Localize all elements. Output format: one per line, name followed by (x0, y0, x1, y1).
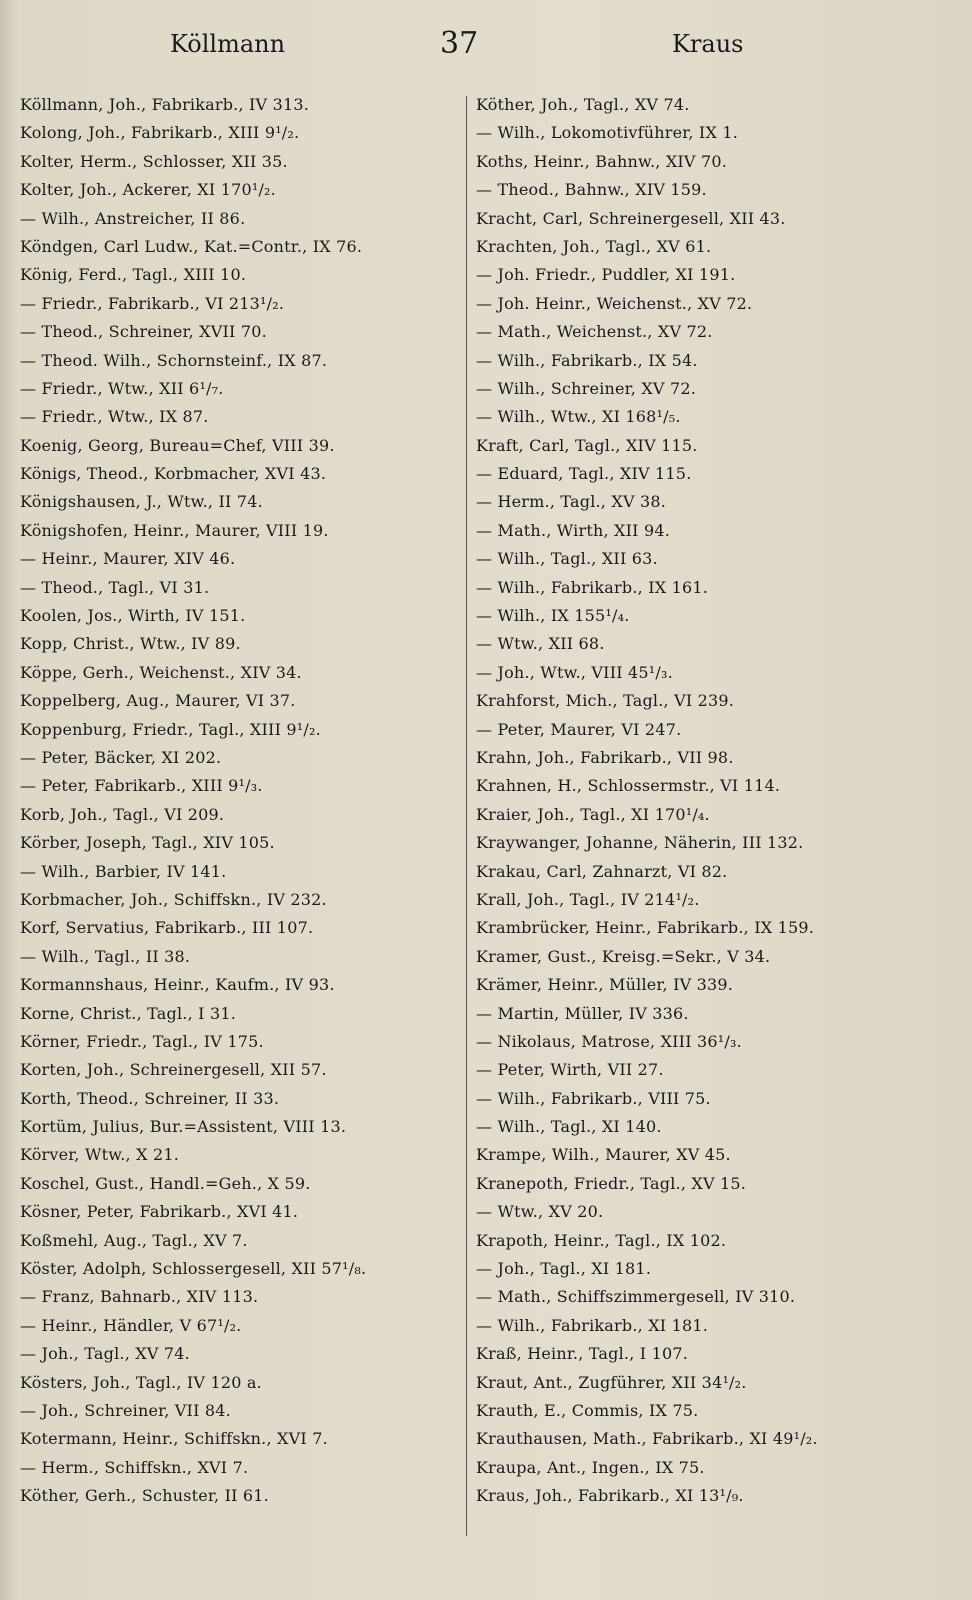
directory-entry: Kracht, Carl, Schreinergesell, XII 43. (476, 208, 786, 228)
directory-entry: — Theod., Bahnw., XIV 159. (476, 180, 707, 200)
directory-entry: — Heinr., Händler, V 67¹/₂. (20, 1315, 242, 1335)
directory-entry: Kraus, Joh., Fabrikarb., XI 13¹/₉. (476, 1486, 744, 1506)
directory-entry: Koppelberg, Aug., Maurer, VI 37. (20, 691, 296, 711)
directory-entry: — Joh., Tagl., XI 181. (476, 1259, 652, 1279)
directory-entry: — Wilh., Tagl., XI 140. (476, 1117, 662, 1137)
directory-entry: Körner, Friedr., Tagl., IV 175. (20, 1031, 264, 1051)
directory-entry: Krachten, Joh., Tagl., XV 61. (476, 236, 712, 256)
directory-entry: — Theod. Wilh., Schornsteinf., IX 87. (20, 350, 328, 370)
directory-entry: — Wilh., Tagl., II 38. (20, 946, 191, 966)
directory-entry: — Wilh., Fabrikarb., IX 161. (476, 577, 709, 597)
directory-entry: — Wilh., Lokomotivführer, IX 1. (476, 123, 738, 143)
directory-entry: Kopp, Christ., Wtw., IV 89. (20, 634, 241, 654)
directory-entry: Kolong, Joh., Fabrikarb., XIII 9¹/₂. (20, 123, 300, 143)
directory-entry: — Math., Schiffszimmergesell, IV 310. (476, 1287, 796, 1307)
directory-entry: Kraier, Joh., Tagl., XI 170¹/₄. (476, 804, 710, 824)
directory-entry: Kösters, Joh., Tagl., IV 120 a. (20, 1372, 262, 1392)
directory-entry: Korf, Servatius, Fabrikarb., III 107. (20, 918, 314, 938)
directory-entry: Köllmann, Joh., Fabrikarb., IV 313. (20, 95, 310, 114)
directory-entry: Koenig, Georg, Bureau=Chef, VIII 39. (20, 435, 335, 455)
directory-entry: Kolter, Joh., Ackerer, XI 170¹/₂. (20, 180, 276, 200)
directory-entry: Kraut, Ant., Zugführer, XII 34¹/₂. (476, 1372, 747, 1392)
directory-entry: Krauth, E., Commis, IX 75. (476, 1400, 699, 1420)
directory-entry: — Herm., Schiffskn., XVI 7. (20, 1457, 249, 1477)
directory-entry: Kranepoth, Friedr., Tagl., XV 15. (476, 1173, 747, 1193)
directory-entry: — Joh., Tagl., XV 74. (20, 1344, 190, 1364)
directory-entry: Krahn, Joh., Fabrikarb., VII 98. (476, 747, 734, 767)
directory-entry: — Wilh., Anstreicher, II 86. (20, 208, 246, 228)
directory-entry: — Math., Weichenst., XV 72. (476, 322, 713, 342)
directory-entry: Köster, Adolph, Schlossergesell, XII 57¹/₈. (20, 1259, 367, 1279)
directory-entry: — Wilh., Wtw., XI 168¹/₅. (476, 407, 681, 427)
directory-entry: Koths, Heinr., Bahnw., XIV 70. (476, 151, 728, 171)
directory-entry: Kortüm, Julius, Bur.=Assistent, VIII 13. (20, 1117, 347, 1137)
directory-entry: Krahforst, Mich., Tagl., VI 239. (476, 691, 735, 711)
directory-entry: König, Ferd., Tagl., XIII 10. (20, 265, 247, 285)
directory-entry: Krapoth, Heinr., Tagl., IX 102. (476, 1230, 727, 1250)
right-column (476, 91, 926, 1511)
directory-entry: Krambrücker, Heinr., Fabrikarb., IX 159. (476, 918, 815, 938)
directory-entry: Kormannshaus, Heinr., Kaufm., IV 93. (20, 975, 335, 995)
directory-entry: Krall, Joh., Tagl., IV 214¹/₂. (476, 889, 700, 909)
directory-entry: — Wilh., IX 155¹/₄. (476, 606, 630, 626)
directory-entry: — Wtw., XII 68. (476, 634, 605, 654)
directory-entry: — Wilh., Fabrikarb., XI 181. (476, 1315, 709, 1335)
directory-entry: Königshofen, Heinr., Maurer, VIII 19. (20, 520, 329, 540)
directory-entry: — Theod., Schreiner, XVII 70. (20, 322, 267, 342)
directory-entry: Koßmehl, Aug., Tagl., XV 7. (20, 1230, 248, 1250)
directory-entry: Korne, Christ., Tagl., I 31. (20, 1003, 236, 1023)
directory-entry: Koolen, Jos., Wirth, IV 151. (20, 606, 246, 626)
directory-entry: — Friedr., Wtw., XII 6¹/₇. (20, 378, 224, 398)
directory-entry: Kösner, Peter, Fabrikarb., XVI 41. (20, 1202, 299, 1222)
directory-entry: — Herm., Tagl., XV 38. (476, 492, 667, 512)
directory-entry: Korbmacher, Joh., Schiffskn., IV 232. (20, 889, 327, 909)
directory-entry: Korten, Joh., Schreinergesell, XII 57. (20, 1060, 327, 1080)
directory-entry: — Peter, Wirth, VII 27. (476, 1060, 664, 1080)
directory-entry: Krauthausen, Math., Fabrikarb., XI 49¹/₂. (476, 1429, 818, 1449)
directory-entry: Königs, Theod., Korbmacher, XVI 43. (20, 464, 327, 484)
directory-entry: Königshausen, J., Wtw., II 74. (20, 492, 263, 512)
directory-entry: Krämer, Heinr., Müller, IV 339. (476, 975, 734, 995)
directory-entry: — Wilh., Tagl., XII 63. (476, 549, 658, 569)
directory-entry: Kotermann, Heinr., Schiffskn., XVI 7. (20, 1429, 328, 1449)
directory-entry: Kramer, Gust., Kreisg.=Sekr., V 34. (476, 946, 771, 966)
directory-entry: Kraupa, Ant., Ingen., IX 75. (476, 1457, 705, 1477)
directory-entry: Korb, Joh., Tagl., VI 209. (20, 804, 225, 824)
directory-entry: Köther, Joh., Tagl., XV 74. (476, 95, 690, 114)
directory-entry: — Joh., Wtw., VIII 45¹/₃. (476, 662, 673, 682)
page-header (0, 26, 972, 66)
directory-entry: — Franz, Bahnarb., XIV 113. (20, 1287, 259, 1307)
directory-entry: Körber, Joseph, Tagl., XIV 105. (20, 833, 275, 853)
directory-entry: Körver, Wtw., X 21. (20, 1145, 180, 1165)
directory-entry: — Joh., Schreiner, VII 84. (20, 1400, 231, 1420)
directory-entry: — Eduard, Tagl., XIV 115. (476, 464, 692, 484)
directory-entry: Koschel, Gust., Handl.=Geh., X 59. (20, 1173, 311, 1193)
left-column (20, 91, 470, 1511)
directory-entry: Koppenburg, Friedr., Tagl., XIII 9¹/₂. (20, 719, 321, 739)
directory-entry: — Heinr., Maurer, XIV 46. (20, 549, 236, 569)
directory-entry: — Joh. Heinr., Weichenst., XV 72. (476, 293, 753, 313)
directory-entry: Krahnen, H., Schlossermstr., VI 114. (476, 776, 781, 796)
directory-entry: — Theod., Tagl., VI 31. (20, 577, 210, 597)
directory-entry: — Wilh., Barbier, IV 141. (20, 861, 227, 881)
directory-entry: Kraywanger, Johanne, Näherin, III 132. (476, 833, 804, 853)
header-left-keyword: Köllmann (170, 30, 286, 58)
directory-entry: Köppe, Gerh., Weichenst., XIV 34. (20, 662, 302, 682)
column-divider (466, 96, 467, 1536)
directory-entry: — Wtw., XV 20. (476, 1202, 604, 1222)
directory-entry: — Nikolaus, Matrose, XIII 36¹/₃. (476, 1031, 742, 1051)
directory-entry: — Wilh., Fabrikarb., VIII 75. (476, 1088, 711, 1108)
directory-entry: Korth, Theod., Schreiner, II 33. (20, 1088, 280, 1108)
directory-entry: Krampe, Wilh., Maurer, XV 45. (476, 1145, 731, 1165)
directory-entry: Köther, Gerh., Schuster, II 61. (20, 1486, 269, 1506)
directory-entry: — Friedr., Fabrikarb., VI 213¹/₂. (20, 293, 285, 313)
directory-entry: — Martin, Müller, IV 336. (476, 1003, 689, 1023)
directory-entry: Kolter, Herm., Schlosser, XII 35. (20, 151, 288, 171)
directory-entry: — Peter, Maurer, VI 247. (476, 719, 682, 739)
directory-entry: Kraft, Carl, Tagl., XIV 115. (476, 435, 698, 455)
directory-entry: — Joh. Friedr., Puddler, XI 191. (476, 265, 736, 285)
directory-entry: — Wilh., Schreiner, XV 72. (476, 378, 697, 398)
directory-entry: — Peter, Fabrikarb., XIII 9¹/₃. (20, 776, 263, 796)
page-number: 37 (440, 26, 479, 61)
header-right-keyword: Kraus (672, 30, 744, 58)
directory-entry: — Friedr., Wtw., IX 87. (20, 407, 209, 427)
directory-entry: — Peter, Bäcker, XI 202. (20, 747, 222, 767)
directory-entry: Kraß, Heinr., Tagl., I 107. (476, 1344, 689, 1364)
directory-entry: — Wilh., Fabrikarb., IX 54. (476, 350, 698, 370)
directory-entry: — Math., Wirth, XII 94. (476, 520, 670, 540)
directory-entry: Köndgen, Carl Ludw., Kat.=Contr., IX 76. (20, 236, 363, 256)
directory-entry: Krakau, Carl, Zahnarzt, VI 82. (476, 861, 728, 881)
